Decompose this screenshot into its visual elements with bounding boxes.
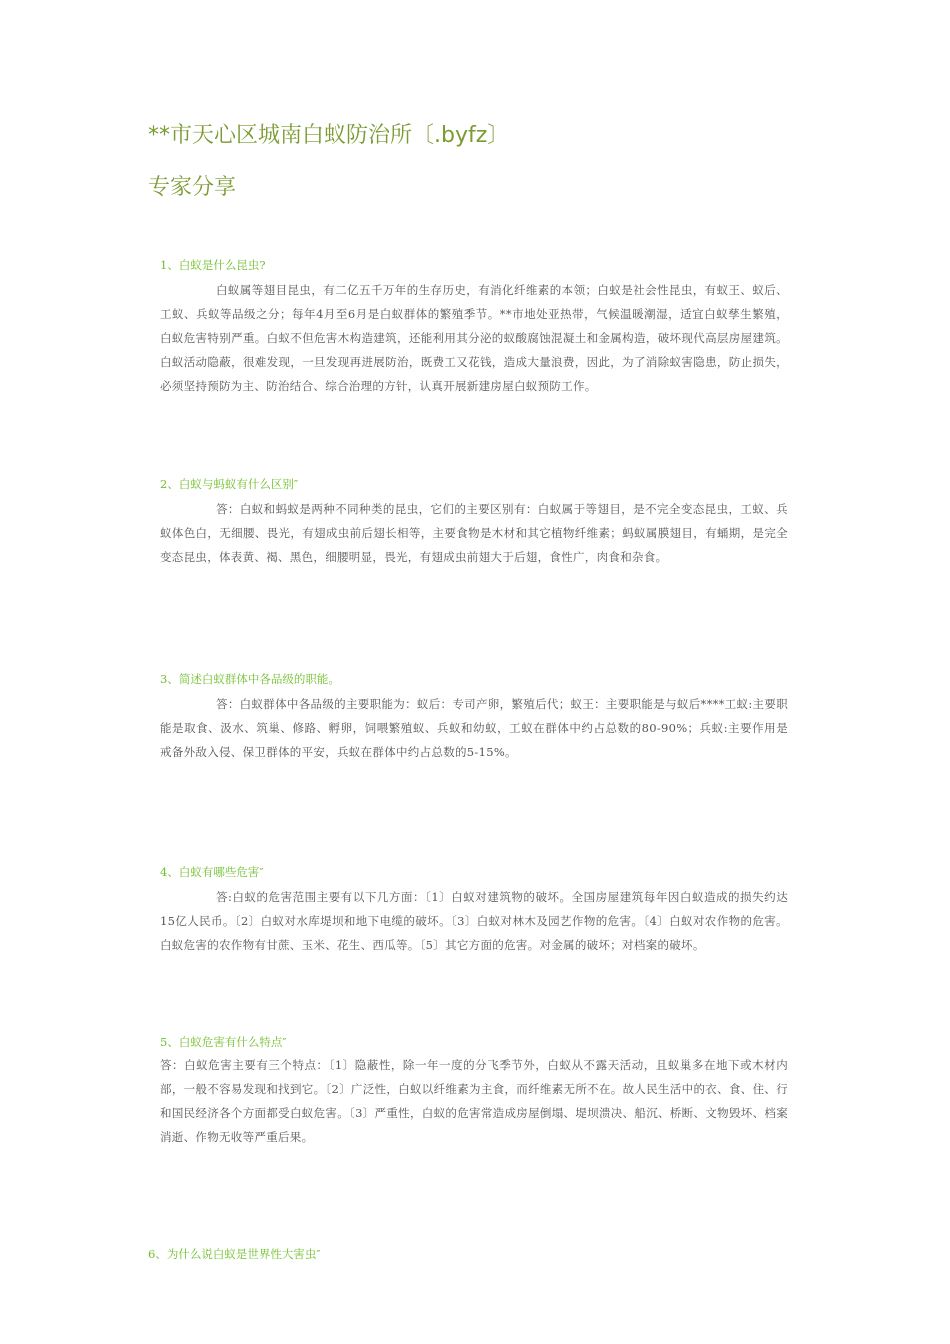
answer-text: 答：白蚁群体中各品级的主要职能为：蚁后：专司产卵，繁殖后代；蚁王：主要职能是与蚁后****工蚁:主要职能是取食、汲水、筑巢、修路、孵卵，饲喂繁殖蚁、兵蚁和幼蚁，工蚁在群体中约占总数的80-90%；兵蚁:主要作用是戒备外敌入侵、保卫群体的平安，兵蚁在群体中约占总数的5-15%。 [160, 697, 788, 759]
question-heading: 5、白蚁危害有什么特点″ [160, 1035, 287, 1049]
question-heading: 1、白蚁是什么昆虫? [160, 258, 266, 272]
question-heading: 3、简述白蚁群体中各品级的职能。 [160, 672, 340, 686]
answer-text: 白蚁属等翅目昆虫，有二亿五千万年的生存历史，有消化纤维素的本领；白蚁是社会性昆虫，有蚁王、蚁后、工蚁、兵蚁等品级之分；每年4月至6月是白蚁群体的繁殖季节。**市地处亚热带，气候温暖潮湿，适宜白蚁孳生繁殖，白蚁危害特别严重。白蚁不但危害木构造建筑，还能利用其分泌的蚁酸腐蚀混凝土和金属构造，破坏现代高层房屋建筑。白蚁活动隐蔽，很难发现，一旦发现再进展防治，既费工又花钱，造成大量浪费，因此，为了消除蚁害隐患，防止损失，必须坚持预防为主、防治结合、综合治理的方针，认真开展新建房屋白蚁预防工作。 [160, 283, 788, 393]
qa-section-2 [160, 475, 788, 569]
qa-section-3 [160, 670, 788, 764]
page-subtitle: 专家分享 [148, 175, 237, 200]
qa-section-4 [160, 863, 788, 957]
answer-text: 答:白蚁的危害范围主要有以下几方面：〔1〕白蚁对建筑物的破坏。全国房屋建筑每年因白蚁造成的损失约达15亿人民币。〔2〕白蚁对水库堤坝和地下电缆的破坏。〔3〕白蚁对林木及园艺作物的危害。〔4〕白蚁对农作物的危害。白蚁危害的农作物有甘蔗、玉米、花生、西瓜等。〔5〕其它方面的危害。对金属的破坏；对档案的破坏。 [160, 890, 788, 952]
qa-section-1 [160, 256, 788, 398]
question-heading: 6、为什么说白蚁是世界性大害虫″ [148, 1247, 321, 1261]
page-title: **市天心区城南白蚁防治所〔.byfz〕 [148, 123, 510, 148]
answer-text: 答：白蚁危害主要有三个特点：〔1〕隐蔽性，除一年一度的分飞季节外，白蚁从不露天活动，且蚁巢多在地下或木材内部，一般不容易发现和找到它。〔2〕广泛性，白蚁以纤维素为主食，而纤维素无所不在。故人民生活中的衣、食、住、行和国民经济各个方面都受白蚁危害。〔3〕严重性，白蚁的危害常造成房屋倒塌、堤坝溃决、船沉、桥断、文物毁坏、档案消逝、作物无收等严重后果。 [160, 1058, 788, 1144]
qa-section-5 [160, 1033, 788, 1149]
qa-section-6 [148, 1245, 776, 1263]
question-heading: 2、白蚁与蚂蚁有什么区别″ [160, 477, 299, 491]
answer-text: 答：白蚁和蚂蚁是两种不同种类的昆虫，它们的主要区别有：白蚁属于等翅目，是不完全变态昆虫，工蚁、兵蚁体色白，无细腰、畏光，有翅成虫前后翅长相等，主要食物是木材和其它植物纤维素；蚂蚁属膜翅目，有蛹期，是完全变态昆虫，体表黄、褐、黑色，细腰明显，畏光，有翅成虫前翅大于后翅，食性广，肉食和杂食。 [160, 502, 788, 564]
question-heading: 4、白蚁有哪些危害″ [160, 865, 264, 879]
